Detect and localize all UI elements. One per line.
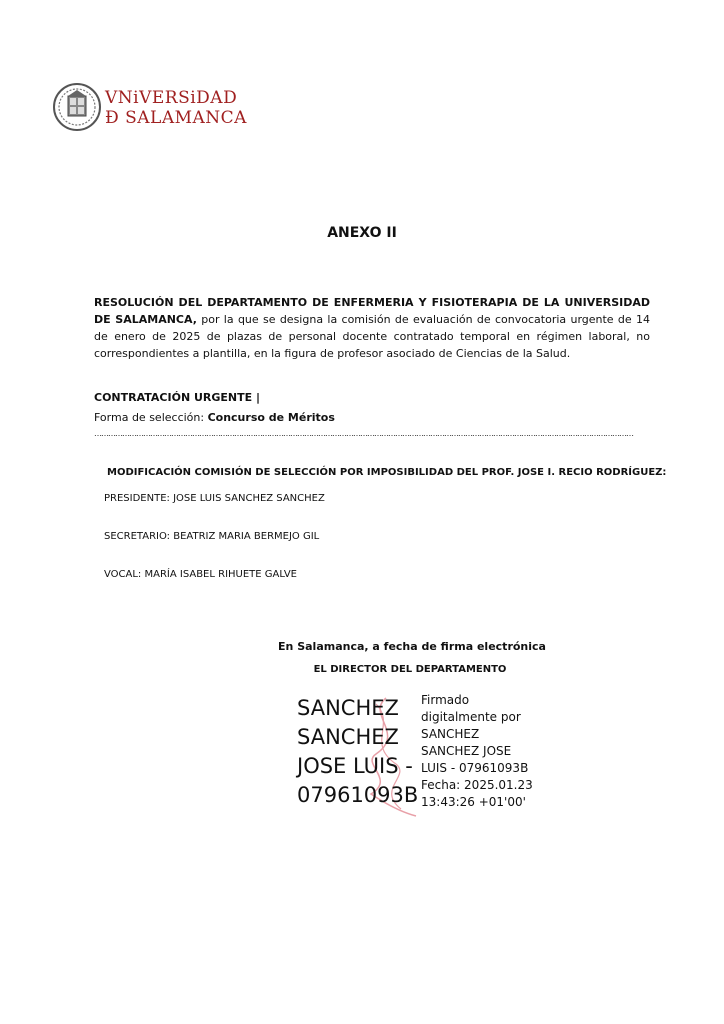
resolution-paragraph: [94, 294, 650, 362]
dotted-separator: ……………………………………………………………………………………………………………………………………………………………………………………………………………: [94, 431, 633, 437]
committee-vocal: VOCAL: MARÍA ISABEL RIHUETE GALVE: [104, 569, 297, 580]
urgent-contract-label: CONTRATACIÓN URGENTE |: [94, 391, 260, 404]
modification-heading: MODIFICACIÓN COMISIÓN DE SELECCIÓN POR IMPOSIBILIDAD DEL PROF. JOSE I. RECIO RODRÍGUEZ:: [107, 467, 667, 478]
signature-name-line: SANCHEZ: [297, 725, 399, 749]
closing-role: EL DIRECTOR DEL DEPARTAMENTO: [313, 664, 507, 675]
signature-detail-line: SANCHEZ JOSE: [421, 744, 512, 758]
selection-label: Forma de selección:: [94, 411, 208, 424]
signature-name: [297, 694, 418, 810]
signature-detail-line: Firmado: [421, 693, 470, 707]
university-logo: [52, 82, 252, 134]
committee-president: PRESIDENTE: JOSE LUIS SANCHEZ SANCHEZ: [104, 493, 325, 504]
resolution-text: por la que se designa la comisión de evaluación de convocatoria urgente de 14 de enero de 2025 de plazas de personal docente contratado temporal en régimen laboral, no correspondientes a plantilla, en la figura de profesor asociado de Ciencias de la Salud.: [94, 313, 650, 360]
closing-place: En Salamanca, a fecha de firma electrónica: [278, 640, 546, 653]
committee-secretary: SECRETARIO: BEATRIZ MARIA BERMEJO GIL: [104, 531, 320, 542]
signature-detail-line: digitalmente por: [421, 710, 521, 724]
signature-name-line: JOSE LUIS -: [297, 754, 413, 778]
signature-detail-line: LUIS - 07961093B: [421, 761, 529, 775]
signature-detail-line: Fecha: 2025.01.23: [421, 778, 533, 792]
resolution-bold-lead: RESOLUCIÓN DEL DEPARTAMENTO DE ENFERMERIA Y FISIOTERAPIA DE LA UNIVERSIDAD DE SALAMANCA,: [94, 296, 650, 326]
selection-method: [94, 411, 335, 424]
signature-detail-line: 13:43:26 +01'00': [421, 795, 526, 809]
signature-details: [421, 692, 533, 811]
logo-line-2: Đ SALAMANCA: [105, 108, 247, 128]
signature-name-line: SANCHEZ: [297, 696, 399, 720]
signature-name-line: 07961093B: [297, 783, 419, 807]
university-seal-icon: [52, 82, 102, 132]
document-title: ANEXO II: [327, 225, 397, 241]
signature-detail-line: SANCHEZ: [421, 727, 480, 741]
selection-value: Concurso de Méritos: [207, 411, 335, 424]
logo-line-1: VNiVERSiDAD: [105, 88, 238, 108]
